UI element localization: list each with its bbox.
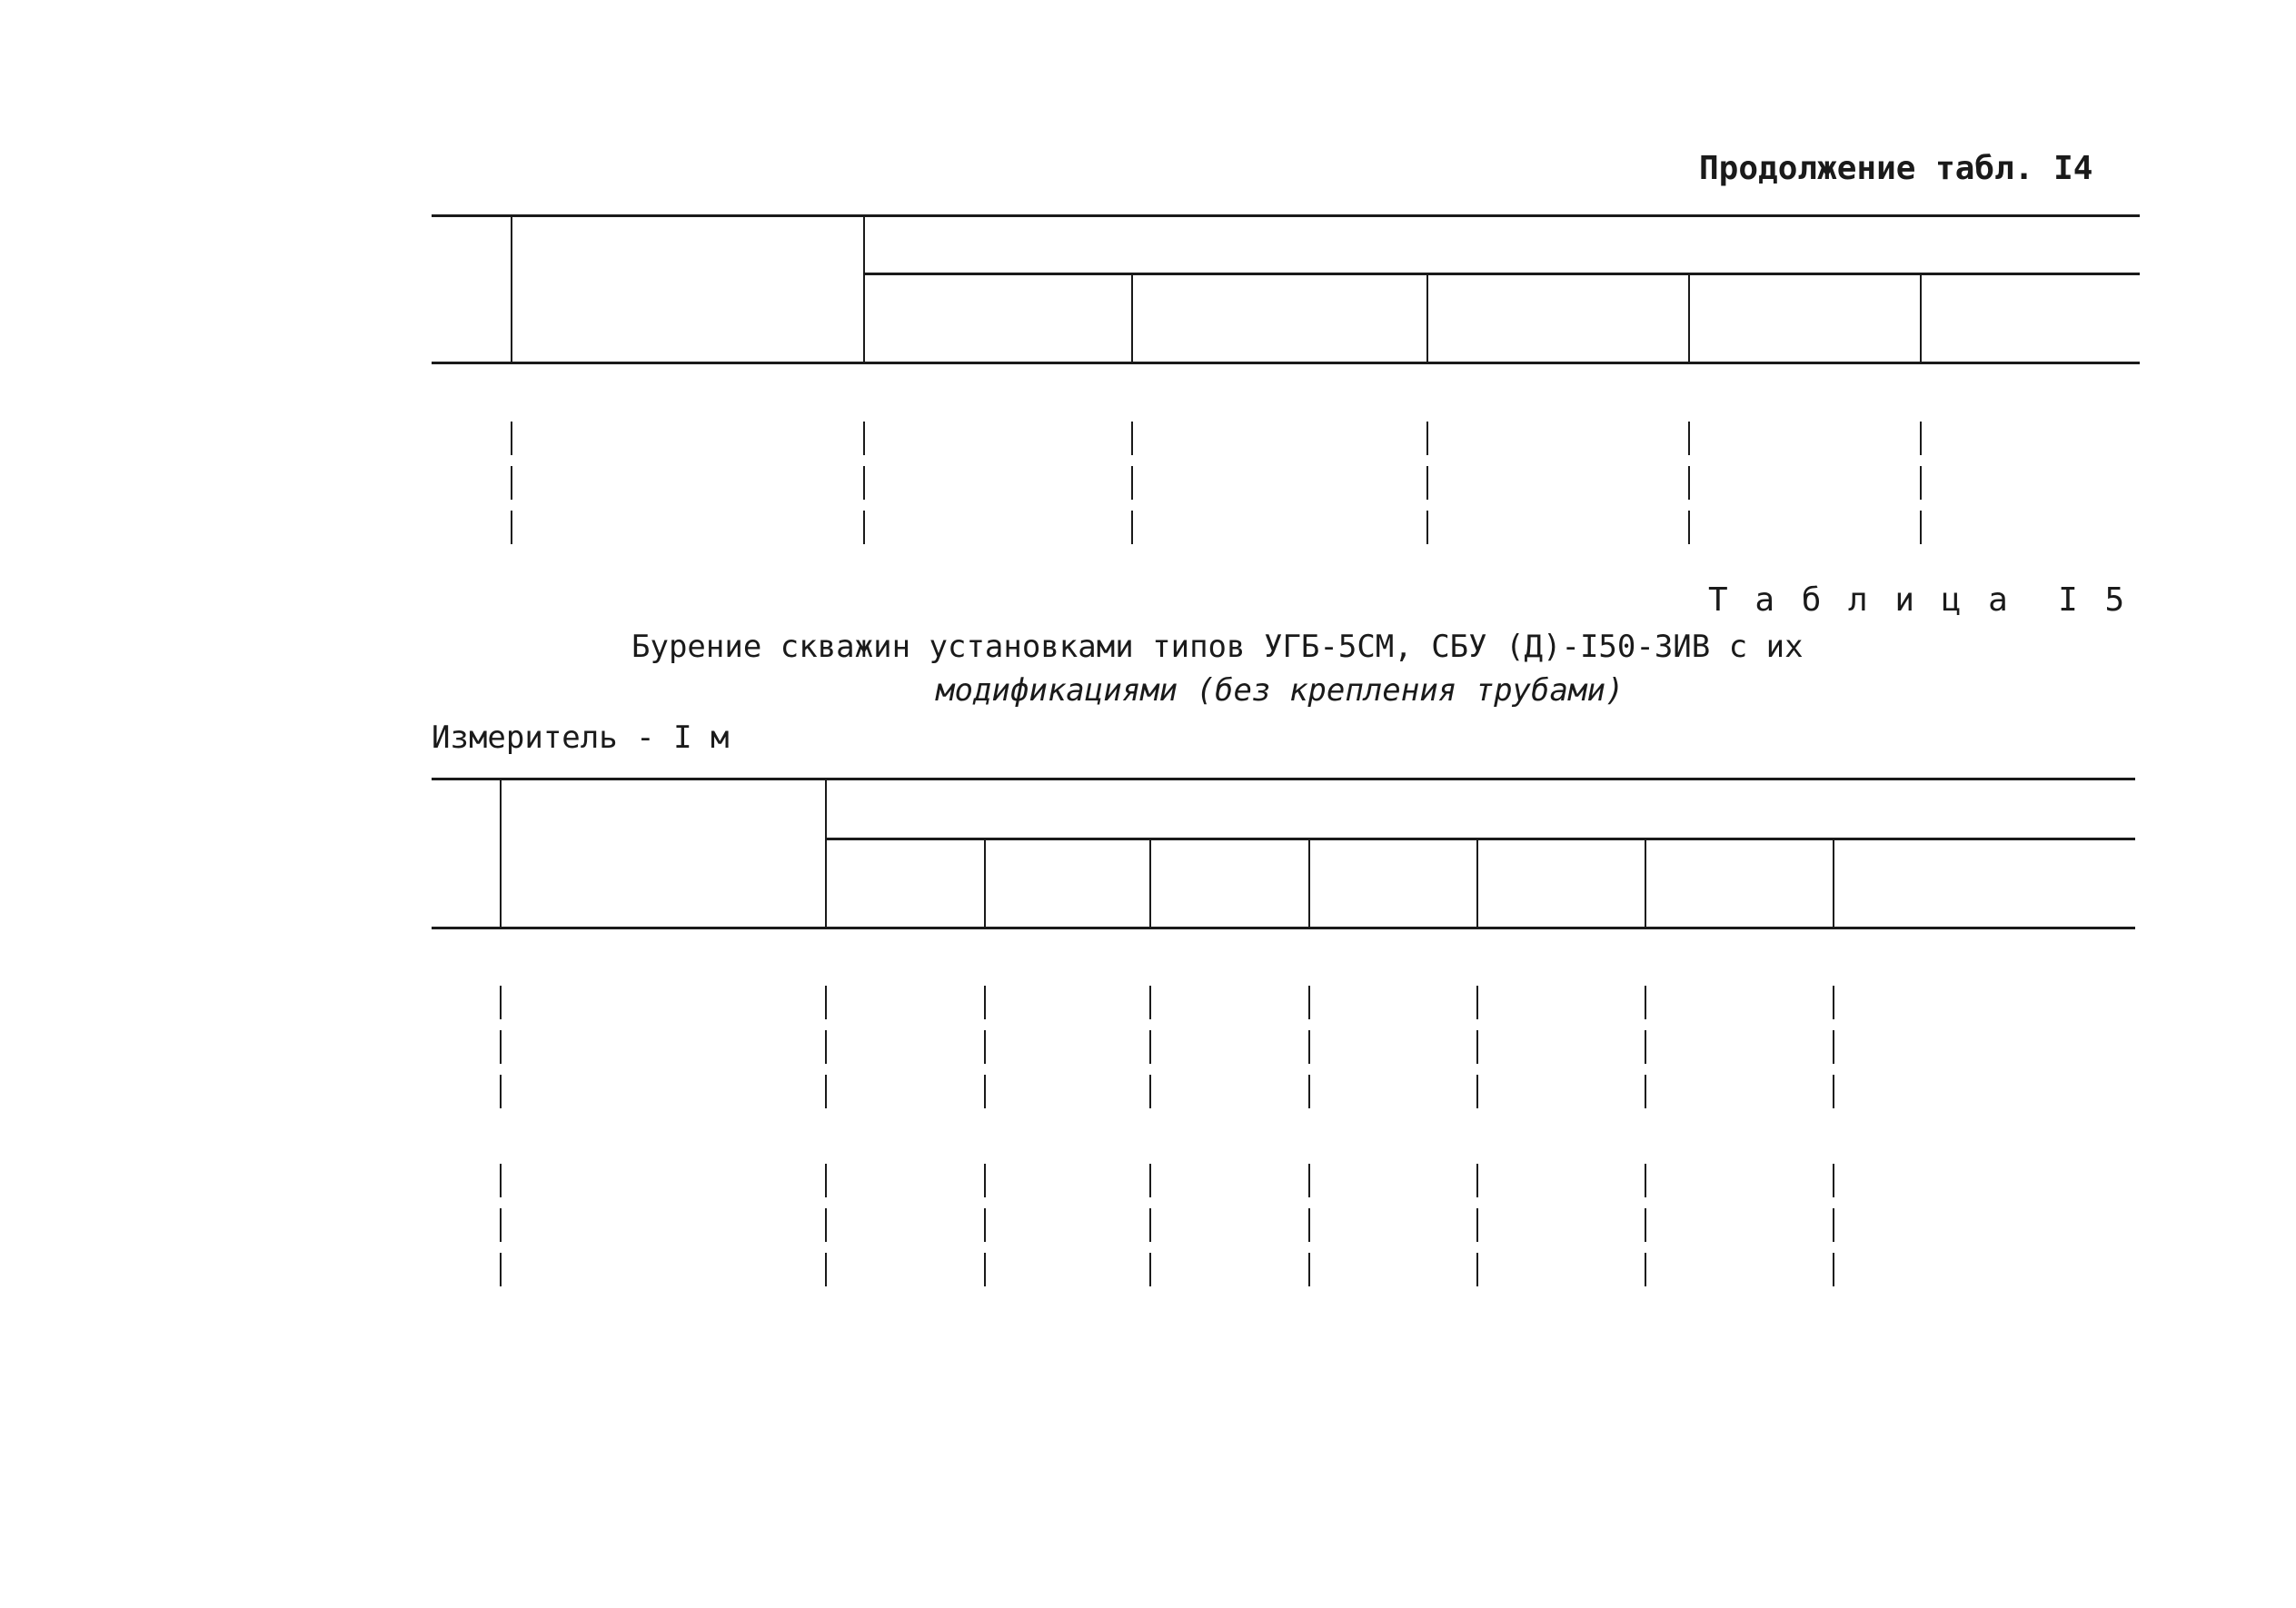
table14-header-divider-cat-2 xyxy=(1426,274,1428,363)
table15-row-divider-5 xyxy=(1645,1164,1646,1197)
table15-row-divider-2 xyxy=(1149,1253,1151,1286)
table15-row-divider-3 xyxy=(1308,1253,1310,1286)
table15-category-rule xyxy=(825,838,2135,840)
table15-row-divider-0 xyxy=(825,1164,827,1197)
table14-row-divider-no xyxy=(511,511,512,544)
table15-row-divider-0 xyxy=(825,1030,827,1064)
table14-row-divider-2 xyxy=(1426,466,1428,500)
table15-row-divider-3 xyxy=(1308,1164,1310,1197)
table14-category-rule xyxy=(863,273,2140,275)
table15-row-divider-1 xyxy=(984,1208,986,1242)
table14-row-divider-1 xyxy=(1131,466,1133,500)
table15-row-divider-2 xyxy=(1149,1208,1151,1242)
table14-row-divider-3 xyxy=(1688,511,1690,544)
table-15-unit: Измеритель - I м xyxy=(432,720,730,756)
table15-header-divider-cat-6 xyxy=(1833,839,1834,928)
table15-top-rule xyxy=(432,778,2135,780)
table15-row-divider-no xyxy=(500,1075,502,1108)
continuation-header: Продолжение табл. I4 xyxy=(1699,150,2093,187)
table-15-label: Т а б л и ц а I 5 xyxy=(1708,581,2129,619)
table14-top-rule xyxy=(432,214,2140,217)
table14-row-divider-3 xyxy=(1688,422,1690,455)
table15-row-divider-5 xyxy=(1645,1253,1646,1286)
table15-row-divider-5 xyxy=(1645,1030,1646,1064)
table15-row-divider-3 xyxy=(1308,1208,1310,1242)
table15-row-divider-2 xyxy=(1149,986,1151,1019)
table15-row-divider-4 xyxy=(1476,1030,1478,1064)
table15-row-divider-no xyxy=(500,1164,502,1197)
table15-row-divider-4 xyxy=(1476,1164,1478,1197)
table14-row-divider-1 xyxy=(1131,422,1133,455)
table14-row-divider-0 xyxy=(863,422,865,455)
table14-row-divider-0 xyxy=(863,511,865,544)
table15-row-divider-5 xyxy=(1645,1075,1646,1108)
table15-row-divider-2 xyxy=(1149,1164,1151,1197)
table15-header-divider-cat-2 xyxy=(1149,839,1151,928)
table15-row-divider-6 xyxy=(1833,986,1834,1019)
table15-row-divider-4 xyxy=(1476,1208,1478,1242)
table14-header-divider-cat-4 xyxy=(1920,274,1922,363)
table14-header-bottom-rule xyxy=(432,362,2140,364)
table15-row-divider-0 xyxy=(825,986,827,1019)
table14-row-divider-no xyxy=(511,466,512,500)
table15-row-divider-3 xyxy=(1308,1075,1310,1108)
table-15-title-line2: модификациями (без крепления трубами) xyxy=(936,672,1625,709)
table15-row-divider-4 xyxy=(1476,1253,1478,1286)
table15-row-divider-5 xyxy=(1645,1208,1646,1242)
table15-header-divider-cat-5 xyxy=(1645,839,1646,928)
table15-row-divider-2 xyxy=(1149,1075,1151,1108)
table15-header-bottom-rule xyxy=(432,927,2135,929)
table14-row-divider-no xyxy=(511,422,512,455)
table15-row-divider-no xyxy=(500,1253,502,1286)
table15-row-divider-3 xyxy=(1308,986,1310,1019)
table15-row-divider-no xyxy=(500,986,502,1019)
table14-row-divider-3 xyxy=(1688,466,1690,500)
table15-header-divider-cat-4 xyxy=(1476,839,1478,928)
table15-header-divider-cat-1 xyxy=(984,839,986,928)
table14-row-divider-2 xyxy=(1426,511,1428,544)
table14-row-divider-1 xyxy=(1131,511,1133,544)
table15-row-divider-4 xyxy=(1476,1075,1478,1108)
table15-row-divider-no xyxy=(500,1208,502,1242)
table15-row-divider-1 xyxy=(984,1030,986,1064)
table15-row-divider-2 xyxy=(1149,1030,1151,1064)
table15-row-divider-6 xyxy=(1833,1075,1834,1108)
table15-row-divider-6 xyxy=(1833,1253,1834,1286)
table15-row-divider-5 xyxy=(1645,986,1646,1019)
table15-row-divider-1 xyxy=(984,1075,986,1108)
table15-header-divider-no xyxy=(500,779,502,928)
table15-row-divider-6 xyxy=(1833,1164,1834,1197)
table15-row-divider-6 xyxy=(1833,1208,1834,1242)
table14-header-divider-cat-1 xyxy=(1131,274,1133,363)
table15-row-divider-4 xyxy=(1476,986,1478,1019)
table-15-title-line1: Бурение скважин установками типов УГБ-5СМ, СБУ (Д)-I50-ЗИВ с их xyxy=(631,629,1804,665)
table14-row-divider-0 xyxy=(863,466,865,500)
table15-header-divider-cat-3 xyxy=(1308,839,1310,928)
table15-header-divider-interval xyxy=(825,779,827,928)
table14-header-divider-no xyxy=(511,216,512,363)
table14-row-divider-4 xyxy=(1920,466,1922,500)
table14-header-divider-cat-3 xyxy=(1688,274,1690,363)
table14-row-divider-4 xyxy=(1920,422,1922,455)
table15-row-divider-0 xyxy=(825,1075,827,1108)
table14-header-divider-interval xyxy=(863,216,865,363)
table15-row-divider-1 xyxy=(984,1164,986,1197)
table15-row-divider-1 xyxy=(984,986,986,1019)
table15-row-divider-no xyxy=(500,1030,502,1064)
table15-row-divider-1 xyxy=(984,1253,986,1286)
table15-row-divider-0 xyxy=(825,1253,827,1286)
table14-row-divider-2 xyxy=(1426,422,1428,455)
table14-row-divider-4 xyxy=(1920,511,1922,544)
table15-row-divider-6 xyxy=(1833,1030,1834,1064)
table15-row-divider-3 xyxy=(1308,1030,1310,1064)
table15-row-divider-0 xyxy=(825,1208,827,1242)
